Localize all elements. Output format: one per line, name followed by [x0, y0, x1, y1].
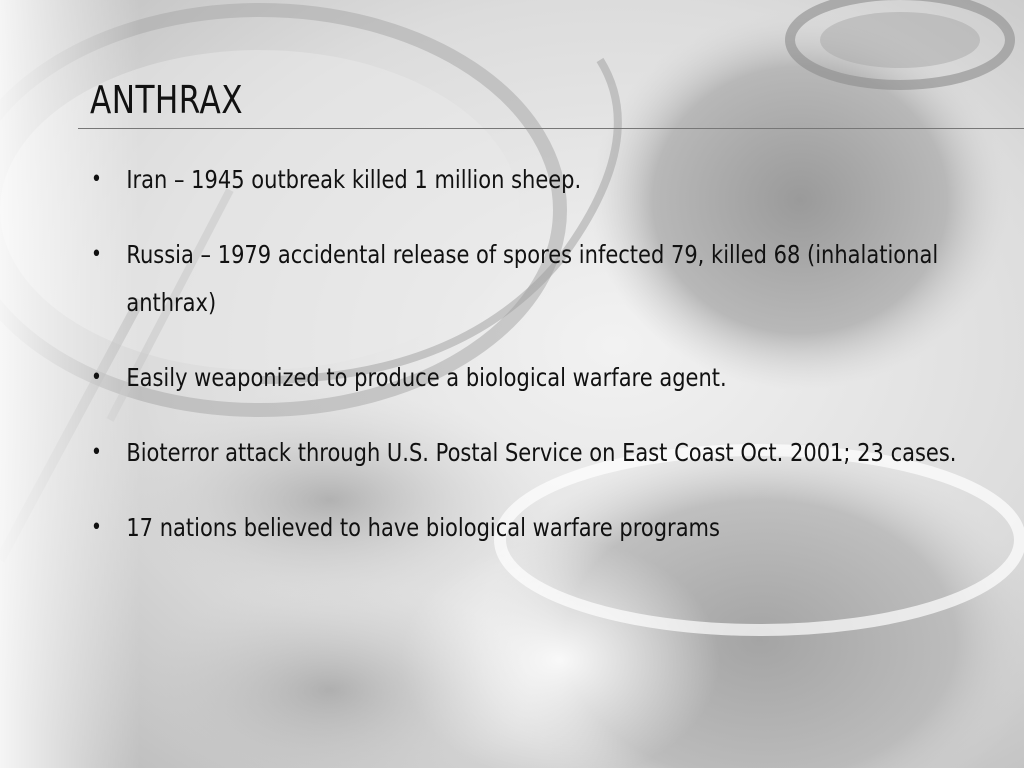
bullet-item: [86, 156, 976, 204]
bullet-item: [86, 354, 976, 402]
bullet-marker: •: [91, 242, 102, 267]
bullet-text: Russia – 1979 accidental release of spores infected 79, killed 68 (inhalational anthrax): [126, 240, 939, 317]
bullet-marker: •: [91, 515, 102, 540]
bullet-text: Iran – 1945 outbreak killed 1 million sheep.: [126, 165, 582, 194]
bullet-item: [86, 429, 976, 477]
slide-title: ANTHRAX: [90, 78, 244, 122]
bullet-item: [86, 504, 976, 552]
bullet-text: Bioterror attack through U.S. Postal Service on East Coast Oct. 2001; 23 cases.: [126, 438, 957, 467]
bullet-item: [86, 231, 976, 327]
bullet-marker: •: [91, 167, 102, 192]
bullet-text: 17 nations believed to have biological warfare programs: [126, 513, 720, 542]
title-divider: [78, 128, 1024, 129]
bullet-text: Easily weaponized to produce a biological warfare agent.: [126, 363, 727, 392]
bullet-marker: •: [91, 365, 102, 390]
bullet-marker: •: [91, 440, 102, 465]
bullet-list: [86, 156, 976, 579]
